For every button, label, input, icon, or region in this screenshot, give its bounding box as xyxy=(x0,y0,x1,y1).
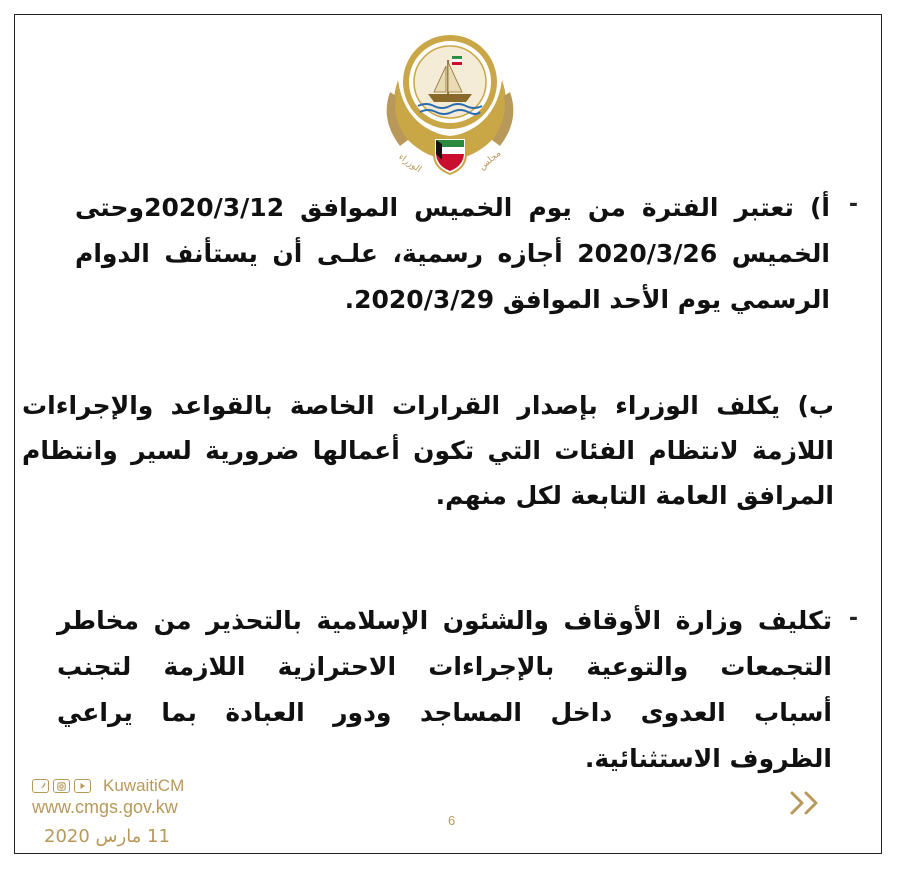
page-number: 6 xyxy=(448,813,456,828)
kuwait-cabinet-emblem xyxy=(378,20,522,178)
bullet-dash: - xyxy=(848,192,858,217)
paragraph-b xyxy=(22,383,834,518)
paragraph-c-line: التجمعات والتوعية بالإجراءات الاحترازية اللازمة لتجنب xyxy=(57,652,832,681)
paragraph-c-line: تكليف وزارة الأوقاف والشئون الإسلامية بالتحذير من مخاطر xyxy=(57,606,832,635)
paragraph-b-line: اللازمة لانتظام الفئات التي تكون أعمالها ضرورية لسير وانتظام xyxy=(22,436,834,465)
svg-text:مجلس: مجلس xyxy=(477,148,504,173)
date-label: 11 مارس 2020 xyxy=(44,826,170,847)
paragraph-a xyxy=(75,185,830,323)
paragraph-b-line: ب) يكلف الوزراء بإصدار القرارات الخاصة بالقواعد والإجراءات xyxy=(22,391,834,420)
svg-text:الوزراء: الوزراء xyxy=(396,152,423,175)
twitter-icon[interactable] xyxy=(32,779,49,793)
paragraph-a-line: أ) تعتبر الفترة من يوم الخميس الموافق 2020/3/12وحتى xyxy=(75,193,830,222)
paragraph-a-line: الخميس 2020/3/26 أجازه رسمية، علـى أن يستأنف الدوام xyxy=(75,239,831,268)
social-links xyxy=(32,776,184,796)
paragraph-c xyxy=(57,598,832,782)
bullet-dash: - xyxy=(848,606,858,631)
next-chevrons-icon[interactable] xyxy=(788,788,828,818)
youtube-icon[interactable] xyxy=(74,779,91,793)
paragraph-b-line: المرافق العامة التابعة لكل منهم. xyxy=(435,481,834,510)
paragraph-a-line: الرسمي يوم الأحد الموافق 2020/3/29. xyxy=(344,285,830,314)
social-handle[interactable]: KuwaitiCM xyxy=(103,776,185,795)
instagram-icon[interactable] xyxy=(53,779,70,793)
paragraph-c-line: الظروف الاستثنائية. xyxy=(584,744,832,773)
paragraph-c-line: أسباب العدوى داخل المساجد ودور العبادة بما يراعي xyxy=(57,698,832,727)
website-link[interactable]: www.cmgs.gov.kw xyxy=(32,797,178,817)
